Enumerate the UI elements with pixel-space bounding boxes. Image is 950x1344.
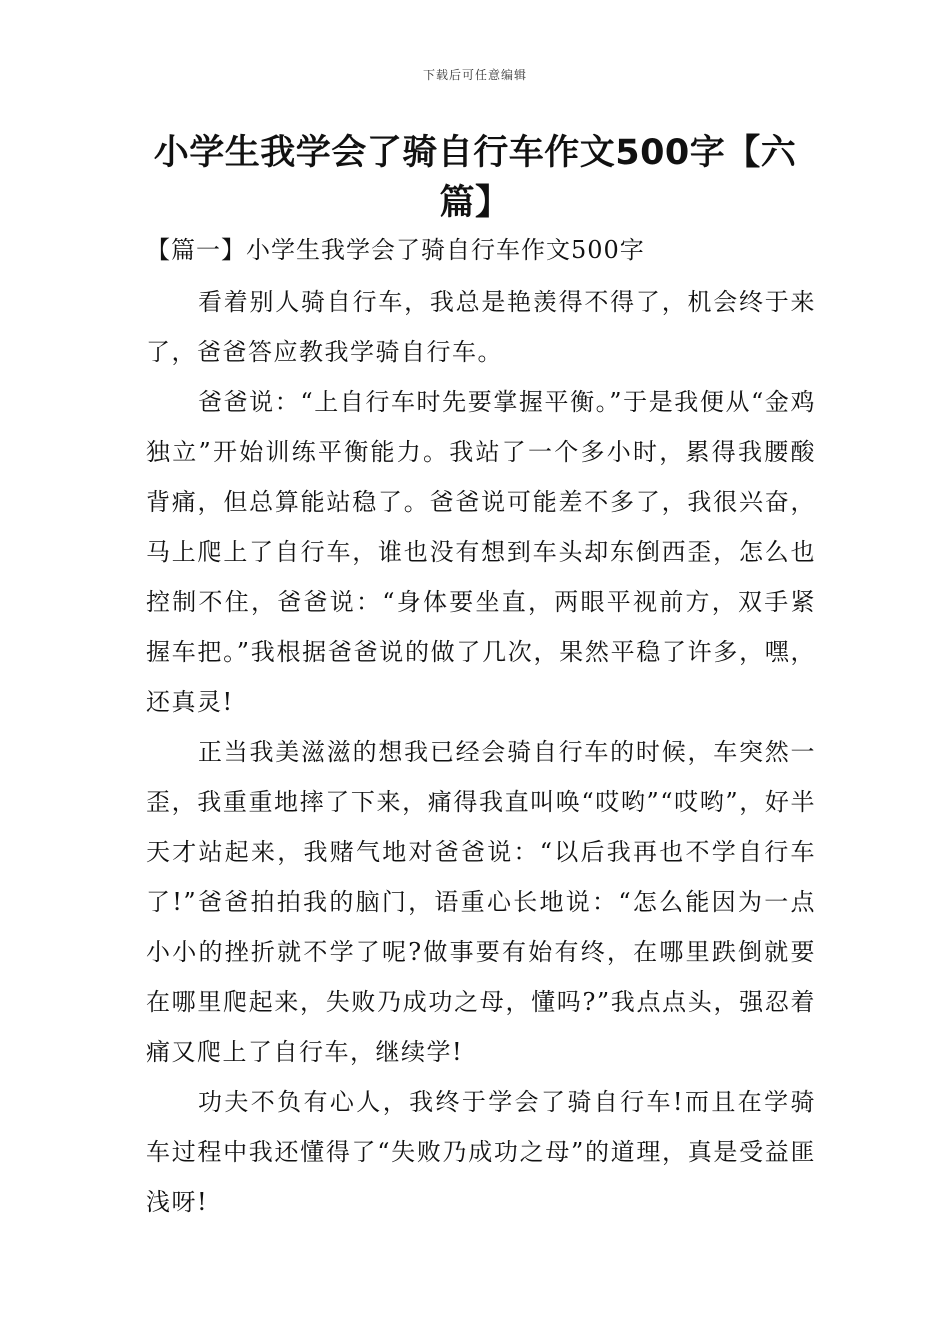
page-header-note: 下载后可任意编辑 <box>422 68 527 82</box>
paragraph: 正当我美滋滋的想我已经会骑自行车的时候，车突然一歪，我重重地摔了下来，痛得我直叫唤“哎哟”“哎哟”，好半天才站起来，我赌气地对爸爸说：“以后我再也不学自行车了!”爸爸拍拍我的脑门，语重心长地说：“怎么能因为一点小小的挫折就不学了呢?做事要有始有终，在哪里跌倒就要在哪里爬起来，失败乃成功之母，懂吗?”我点点头，强忍着痛又爬上了自行车，继续学! <box>146 738 816 1066</box>
paragraph: 功夫不负有心人，我终于学会了骑自行车!而且在学骑车过程中我还懂得了“失败乃成功之母”的道理，真是受益匪浅呀! <box>146 1088 816 1216</box>
paragraph: 看着别人骑自行车，我总是艳羡得不得了，机会终于来了，爸爸答应教我学骑自行车。 <box>146 288 816 366</box>
section-heading: 【篇一】小学生我学会了骑自行车作文500字 <box>146 236 645 264</box>
paragraph: 爸爸说：“上自行车时先要掌握平衡。”于是我便从“金鸡独立”开始训练平衡能力。我站了一个多小时，累得我腰酸背痛，但总算能站稳了。爸爸说可能差不多了，我很兴奋，马上爬上了自行车，谁也没有想到车头却东倒西歪，怎么也控制不住，爸爸说：“身体要坐直，两眼平视前方，双手紧握车把。”我根据爸爸说的做了几次，果然平稳了许多，嘿，还真灵! <box>146 388 816 716</box>
document-title: 小学生我学会了骑自行车作文500字【六篇】 <box>153 133 797 223</box>
document-body <box>146 227 816 1227</box>
